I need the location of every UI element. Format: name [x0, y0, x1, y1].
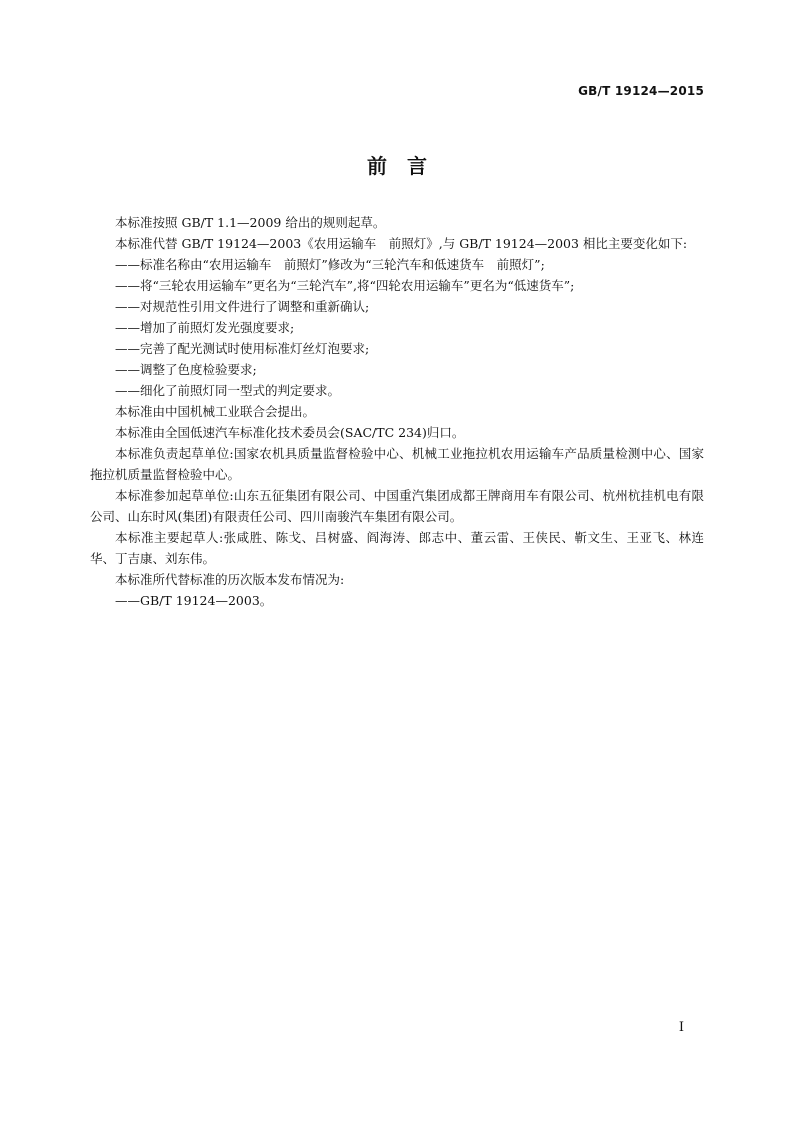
list-item: ——GB/T 19124—2003。 — [115, 593, 273, 608]
paragraph: 本标准按照 GB/T 1.1—2009 给出的规则起草。 — [115, 215, 386, 230]
page-number: I — [678, 1020, 684, 1035]
paragraph: 本标准主要起草人:张咸胜、陈戈、吕树盛、阎海涛、郎志中、董云雷、王侠民、靳文生、王亚飞、林连华、丁吉康、刘东伟。 — [90, 530, 704, 566]
paragraph: 本标准由中国机械工业联合会提出。 — [115, 404, 316, 419]
paragraph: 本标准由全国低速汽车标准化技术委员会(SAC/TC 234)归口。 — [115, 425, 465, 440]
paragraph: 本标准负责起草单位:国家农机具质量监督检验中心、机械工业拖拉机农用运输车产品质量检测中心、国家拖拉机质量监督检验中心。 — [90, 446, 704, 482]
list-item: ——将“三轮农用运输车”更名为“三轮汽车”,将“四轮农用运输车”更名为“低速货车”; — [115, 278, 575, 293]
page-title: 前 言 — [367, 154, 427, 178]
paragraph: 本标准代替 GB/T 19124—2003《农用运输车 前照灯》,与 GB/T 19124—2003 相比主要变化如下: — [115, 236, 688, 251]
foreword-body — [90, 212, 704, 611]
list-item: ——细化了前照灯同一型式的判定要求。 — [115, 383, 341, 398]
paragraph: 本标准所代替标准的历次版本发布情况为: — [115, 572, 345, 587]
list-item: ——调整了色度检验要求; — [115, 362, 257, 377]
document-code: GB/T 19124—2015 — [578, 84, 704, 98]
list-item: ——增加了前照灯发光强度要求; — [115, 320, 295, 335]
list-item: ——对规范性引用文件进行了调整和重新确认; — [115, 299, 370, 314]
paragraph: 本标准参加起草单位:山东五征集团有限公司、中国重汽集团成都王牌商用车有限公司、杭州杭挂机电有限公司、山东时风(集团)有限责任公司、四川南骏汽车集团有限公司。 — [90, 488, 704, 524]
list-item: ——完善了配光测试时使用标准灯丝灯泡要求; — [115, 341, 370, 356]
list-item: ——标准名称由“农用运输车 前照灯”修改为“三轮汽车和低速货车 前照灯”; — [115, 257, 545, 272]
